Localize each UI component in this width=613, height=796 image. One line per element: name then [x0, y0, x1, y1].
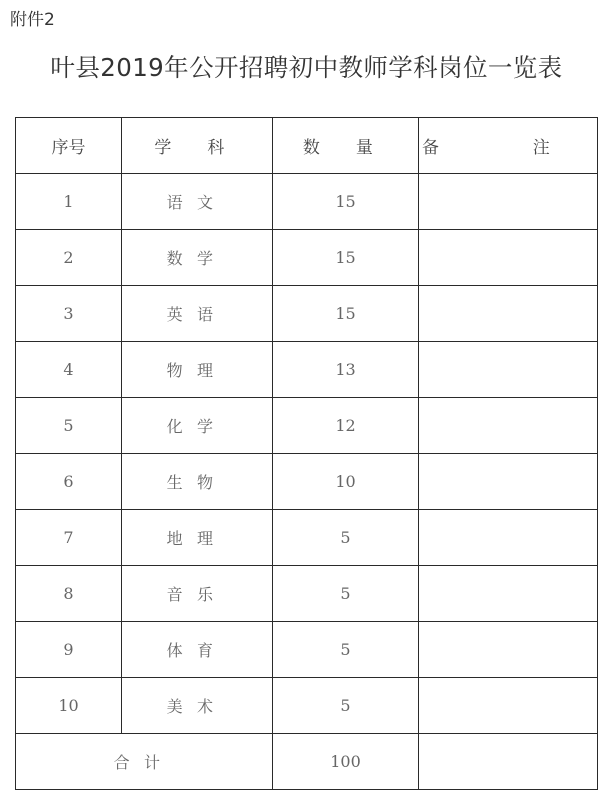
table-row [16, 678, 598, 734]
row-subject: 体育 [122, 622, 273, 678]
subject-positions-table [15, 117, 598, 790]
table-row [16, 342, 598, 398]
row-note [419, 398, 598, 454]
total-row [16, 734, 598, 790]
row-count: 5 [273, 566, 419, 622]
row-note [419, 510, 598, 566]
row-subject: 美术 [122, 678, 273, 734]
row-subject: 物理 [122, 342, 273, 398]
table-header-row [16, 118, 598, 174]
total-note [419, 734, 598, 790]
row-note [419, 286, 598, 342]
header-subject: 学 科 [122, 118, 273, 174]
row-subject: 地理 [122, 510, 273, 566]
row-index: 4 [16, 342, 122, 398]
row-index: 2 [16, 230, 122, 286]
table-row [16, 622, 598, 678]
total-count: 100 [273, 734, 419, 790]
row-note [419, 342, 598, 398]
attachment-label: 附件2 [10, 10, 55, 30]
header-note: 备 注 [419, 118, 598, 174]
row-note [419, 454, 598, 510]
row-count: 5 [273, 622, 419, 678]
row-count: 13 [273, 342, 419, 398]
row-count: 5 [273, 510, 419, 566]
table-row [16, 230, 598, 286]
row-count: 15 [273, 230, 419, 286]
row-subject: 生物 [122, 454, 273, 510]
row-index: 9 [16, 622, 122, 678]
row-index: 5 [16, 398, 122, 454]
total-label: 合计 [16, 734, 273, 790]
row-index: 10 [16, 678, 122, 734]
table-row [16, 174, 598, 230]
header-index: 序号 [16, 118, 122, 174]
row-subject: 英语 [122, 286, 273, 342]
row-index: 6 [16, 454, 122, 510]
table-row [16, 566, 598, 622]
document-title: 叶县2019年公开招聘初中教师学科岗位一览表 [50, 53, 563, 82]
row-index: 1 [16, 174, 122, 230]
table-row [16, 454, 598, 510]
table-row [16, 286, 598, 342]
row-index: 3 [16, 286, 122, 342]
row-count: 12 [273, 398, 419, 454]
row-note [419, 566, 598, 622]
row-count: 5 [273, 678, 419, 734]
table-row [16, 510, 598, 566]
row-subject: 音乐 [122, 566, 273, 622]
row-note [419, 622, 598, 678]
row-count: 10 [273, 454, 419, 510]
row-count: 15 [273, 174, 419, 230]
row-note [419, 230, 598, 286]
row-index: 8 [16, 566, 122, 622]
row-subject: 语文 [122, 174, 273, 230]
row-subject: 化学 [122, 398, 273, 454]
row-note [419, 174, 598, 230]
table-row [16, 398, 598, 454]
row-subject: 数学 [122, 230, 273, 286]
row-count: 15 [273, 286, 419, 342]
row-index: 7 [16, 510, 122, 566]
header-count: 数 量 [273, 118, 419, 174]
row-note [419, 678, 598, 734]
